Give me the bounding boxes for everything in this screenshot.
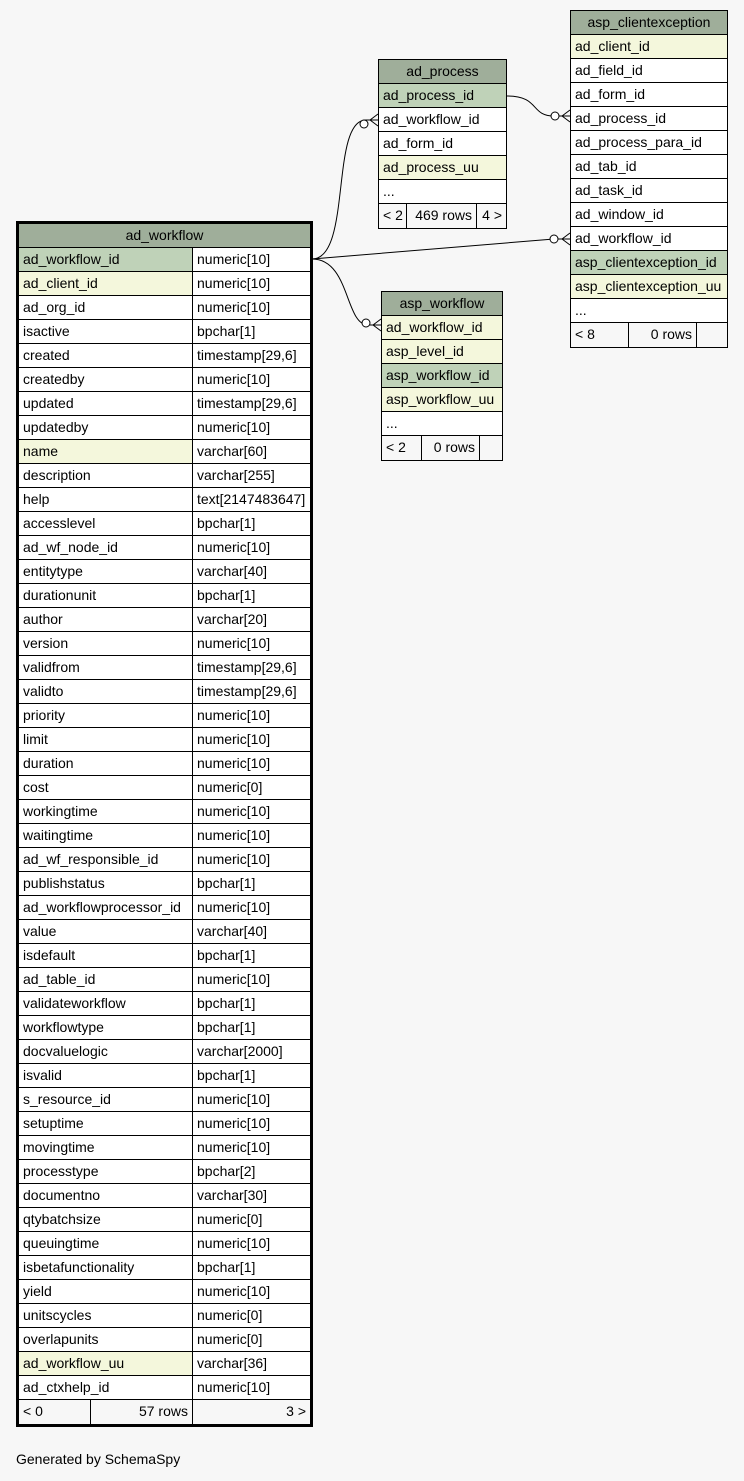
table-row[interactable] [382, 316, 502, 340]
row-count: 0 rows [422, 436, 480, 460]
column-name: ad_client_id [575, 38, 650, 54]
table-row[interactable] [19, 800, 310, 824]
column-type: text[2147483647] [193, 488, 310, 511]
table-row[interactable] [19, 1280, 310, 1304]
table-row[interactable] [19, 440, 310, 464]
column-name: durationunit [19, 584, 193, 607]
table-row[interactable] [19, 512, 310, 536]
column-type: bpchar[1] [193, 320, 310, 343]
column-name: ad_workflow_id [383, 111, 480, 127]
column-type: numeric[10] [193, 368, 310, 391]
column-name: ad_workflow_id [386, 319, 483, 335]
table-row[interactable] [19, 1184, 310, 1208]
column-name: ad_wf_responsible_id [19, 848, 193, 871]
column-type: bpchar[1] [193, 1256, 310, 1279]
column-type: numeric[10] [193, 800, 310, 823]
table-row[interactable] [19, 1352, 310, 1376]
table-name: asp_clientexception [587, 14, 711, 30]
column-name: author [19, 608, 193, 631]
column-name: ad_table_id [19, 968, 193, 991]
table-ad-process[interactable] [378, 59, 507, 229]
table-row[interactable] [19, 920, 310, 944]
column-type: numeric[10] [193, 1112, 310, 1135]
table-row[interactable] [19, 656, 310, 680]
table-row[interactable] [19, 1208, 310, 1232]
table-row[interactable] [571, 59, 727, 83]
table-row[interactable] [571, 107, 727, 131]
column-name: movingtime [19, 1136, 193, 1159]
column-name: asp_clientexception_uu [575, 278, 722, 294]
table-header[interactable] [19, 224, 310, 248]
column-type: bpchar[1] [193, 944, 310, 967]
column-name: ad_workflowprocessor_id [19, 896, 193, 919]
table-row[interactable] [19, 488, 310, 512]
column-type: bpchar[1] [193, 1016, 310, 1039]
column-name: value [19, 920, 193, 943]
column-name: createdby [19, 368, 193, 391]
column-name: ad_wf_node_id [19, 536, 193, 559]
column-type: bpchar[1] [193, 992, 310, 1015]
row-count: 0 rows [629, 323, 697, 347]
column-name: name [19, 440, 193, 463]
column-type: bpchar[1] [193, 584, 310, 607]
column-name: ad_field_id [575, 62, 643, 78]
column-type: numeric[10] [193, 752, 310, 775]
column-name: ad_org_id [19, 296, 193, 319]
column-type: numeric[10] [193, 728, 310, 751]
column-type: bpchar[1] [193, 512, 310, 535]
column-name: ad_window_id [575, 206, 664, 222]
table-asp-workflow[interactable] [381, 291, 503, 461]
column-type: timestamp[29,6] [193, 344, 310, 367]
children-count[interactable] [480, 436, 502, 460]
table-header[interactable] [379, 60, 506, 84]
table-row[interactable] [382, 340, 502, 364]
parents-count[interactable]: < 2 [379, 204, 407, 228]
children-count[interactable]: 4 > [482, 207, 502, 223]
column-name: overlapunits [19, 1328, 193, 1351]
column-name: limit [19, 728, 193, 751]
column-name: workflowtype [19, 1016, 193, 1039]
table-row[interactable] [19, 320, 310, 344]
column-type: bpchar[2] [193, 1160, 310, 1183]
table-row[interactable] [19, 248, 310, 272]
column-name: ad_process_uu [383, 159, 479, 175]
table-row[interactable] [19, 944, 310, 968]
table-asp-clientexception[interactable] [570, 10, 728, 348]
column-name: duration [19, 752, 193, 775]
table-row[interactable] [19, 896, 310, 920]
column-name: validateworkflow [19, 992, 193, 1015]
row-count: 57 rows [91, 1400, 193, 1424]
table-row[interactable] [19, 296, 310, 320]
table-row[interactable] [571, 83, 727, 107]
column-name: docvaluelogic [19, 1040, 193, 1063]
column-type: numeric[0] [193, 776, 310, 799]
column-type: numeric[10] [193, 416, 310, 439]
column-name: ad_form_id [383, 135, 454, 151]
column-name: ad_workflow_id [575, 230, 672, 246]
column-type: numeric[10] [193, 1232, 310, 1255]
table-row[interactable] [571, 35, 727, 59]
parents-count[interactable]: < 8 [571, 323, 629, 347]
children-count[interactable] [697, 323, 727, 347]
table-row[interactable] [19, 992, 310, 1016]
column-name: validfrom [19, 656, 193, 679]
table-row[interactable] [19, 728, 310, 752]
column-type: timestamp[29,6] [193, 680, 310, 703]
table-row[interactable] [19, 1328, 310, 1352]
column-type: varchar[36] [193, 1352, 310, 1375]
column-name: waitingtime [19, 824, 193, 847]
table-row[interactable] [19, 1064, 310, 1088]
table-row[interactable] [19, 752, 310, 776]
column-name: created [19, 344, 193, 367]
column-name: ad_form_id [575, 86, 646, 102]
column-type: numeric[10] [193, 1088, 310, 1111]
column-name: ad_tab_id [575, 158, 637, 174]
column-type: numeric[10] [193, 296, 310, 319]
column-name: isdefault [19, 944, 193, 967]
column-type: numeric[10] [193, 1376, 310, 1399]
table-footer [382, 436, 502, 460]
column-name: ... [386, 415, 398, 431]
table-row[interactable] [19, 1232, 310, 1256]
column-type: varchar[30] [193, 1184, 310, 1207]
table-row[interactable] [19, 680, 310, 704]
column-name: ad_workflow_id [19, 248, 193, 271]
column-name: queuingtime [19, 1232, 193, 1255]
column-type: varchar[40] [193, 560, 310, 583]
generated-by-footer: Generated by SchemaSpy [16, 1451, 181, 1467]
column-name: description [19, 464, 193, 487]
table-row[interactable] [19, 704, 310, 728]
children-count[interactable]: 3 > [286, 1403, 306, 1419]
table-row[interactable] [19, 632, 310, 656]
column-type: numeric[10] [193, 824, 310, 847]
table-header[interactable] [571, 11, 727, 35]
table-row[interactable] [19, 776, 310, 800]
column-name: unitscycles [19, 1304, 193, 1327]
column-type: varchar[20] [193, 608, 310, 631]
table-row[interactable] [19, 416, 310, 440]
column-name: asp_workflow_id [386, 367, 490, 383]
table-row[interactable] [19, 1160, 310, 1184]
column-type: numeric[10] [193, 1136, 310, 1159]
column-type: timestamp[29,6] [193, 656, 310, 679]
table-row[interactable] [19, 1304, 310, 1328]
optional-marker [360, 120, 368, 128]
table-row[interactable] [19, 344, 310, 368]
column-name: isbetafunctionality [19, 1256, 193, 1279]
column-type: numeric[10] [193, 536, 310, 559]
column-name: publishstatus [19, 872, 193, 895]
table-row[interactable] [19, 1256, 310, 1280]
table-name: asp_workflow [399, 295, 485, 311]
edge-asp-clientexception-process [507, 96, 570, 116]
column-name: setuptime [19, 1112, 193, 1135]
column-type: bpchar[1] [193, 872, 310, 895]
table-footer [19, 1400, 310, 1424]
edge-asp-workflow [312, 259, 381, 325]
column-type: varchar[40] [193, 920, 310, 943]
column-type: numeric[0] [193, 1208, 310, 1231]
table-row[interactable] [571, 227, 727, 251]
column-type: numeric[10] [193, 272, 310, 295]
table-row[interactable] [571, 179, 727, 203]
table-row[interactable] [19, 848, 310, 872]
column-type: varchar[2000] [193, 1040, 310, 1063]
column-name: workingtime [19, 800, 193, 823]
table-row[interactable] [19, 560, 310, 584]
column-name: accesslevel [19, 512, 193, 535]
table-row[interactable] [19, 872, 310, 896]
table-row[interactable] [379, 84, 506, 108]
column-type: numeric[10] [193, 704, 310, 727]
column-name: ad_process_para_id [575, 134, 702, 150]
column-name: processtype [19, 1160, 193, 1183]
column-type: varchar[60] [193, 440, 310, 463]
table-row[interactable] [382, 388, 502, 412]
column-name: updated [19, 392, 193, 415]
parents-count[interactable]: < 0 [19, 1400, 91, 1424]
table-row[interactable] [379, 108, 506, 132]
column-name: ... [383, 183, 395, 199]
table-footer [379, 204, 506, 228]
optional-marker [551, 112, 559, 120]
column-type: numeric[0] [193, 1328, 310, 1351]
table-row[interactable] [19, 1088, 310, 1112]
table-footer [571, 323, 727, 347]
table-row[interactable] [19, 464, 310, 488]
column-name: ad_workflow_uu [19, 1352, 193, 1375]
table-row[interactable] [19, 1016, 310, 1040]
table-row[interactable] [379, 180, 506, 204]
table-row[interactable] [571, 251, 727, 275]
table-row[interactable] [19, 392, 310, 416]
column-type: numeric[10] [193, 248, 310, 271]
edge-asp-clientexception-workflow [312, 239, 570, 259]
column-name: ... [575, 302, 587, 318]
column-type: numeric[10] [193, 848, 310, 871]
column-name: ad_client_id [19, 272, 193, 295]
table-row[interactable] [19, 1376, 310, 1400]
table-ad-workflow[interactable] [16, 221, 313, 1427]
column-name: isvalid [19, 1064, 193, 1087]
table-row[interactable] [382, 412, 502, 436]
column-type: numeric[10] [193, 1280, 310, 1303]
table-row[interactable] [19, 1136, 310, 1160]
table-row[interactable] [19, 1040, 310, 1064]
column-name: help [19, 488, 193, 511]
table-row[interactable] [19, 608, 310, 632]
optional-marker [362, 319, 370, 327]
edge-ad-process [312, 120, 378, 259]
table-row[interactable] [19, 1112, 310, 1136]
column-name: entitytype [19, 560, 193, 583]
table-name: ad_workflow [125, 227, 204, 243]
table-name: ad_process [406, 63, 479, 79]
table-row[interactable] [571, 275, 727, 299]
column-name: ad_process_id [383, 87, 475, 103]
table-row[interactable] [19, 368, 310, 392]
column-name: ad_ctxhelp_id [19, 1376, 193, 1399]
column-name: cost [19, 776, 193, 799]
table-row[interactable] [379, 156, 506, 180]
table-header[interactable] [382, 292, 502, 316]
column-name: asp_workflow_uu [386, 391, 495, 407]
column-type: bpchar[1] [193, 1064, 310, 1087]
column-name: qtybatchsize [19, 1208, 193, 1231]
column-name: isactive [19, 320, 193, 343]
column-name: ad_task_id [575, 182, 643, 198]
table-row[interactable] [382, 364, 502, 388]
table-row[interactable] [19, 824, 310, 848]
column-type: numeric[10] [193, 896, 310, 919]
table-row[interactable] [19, 968, 310, 992]
row-count: 469 rows [407, 204, 477, 228]
column-name: validto [19, 680, 193, 703]
table-row[interactable] [19, 584, 310, 608]
column-name: yield [19, 1280, 193, 1303]
column-name: documentno [19, 1184, 193, 1207]
column-name: version [19, 632, 193, 655]
column-type: numeric[10] [193, 632, 310, 655]
column-name: priority [19, 704, 193, 727]
column-name: updatedby [19, 416, 193, 439]
column-type: timestamp[29,6] [193, 392, 310, 415]
column-name: asp_level_id [386, 343, 464, 359]
column-name: asp_clientexception_id [575, 254, 717, 270]
table-row[interactable] [571, 299, 727, 323]
optional-marker [550, 235, 558, 243]
table-row[interactable] [571, 131, 727, 155]
table-row[interactable] [19, 536, 310, 560]
column-type: varchar[255] [193, 464, 310, 487]
table-row[interactable] [19, 272, 310, 296]
table-row[interactable] [571, 155, 727, 179]
column-name: ad_process_id [575, 110, 667, 126]
column-type: numeric[0] [193, 1304, 310, 1327]
table-row[interactable] [379, 132, 506, 156]
column-type: numeric[10] [193, 968, 310, 991]
parents-count[interactable]: < 2 [382, 436, 422, 460]
column-name: s_resource_id [19, 1088, 193, 1111]
table-row[interactable] [571, 203, 727, 227]
